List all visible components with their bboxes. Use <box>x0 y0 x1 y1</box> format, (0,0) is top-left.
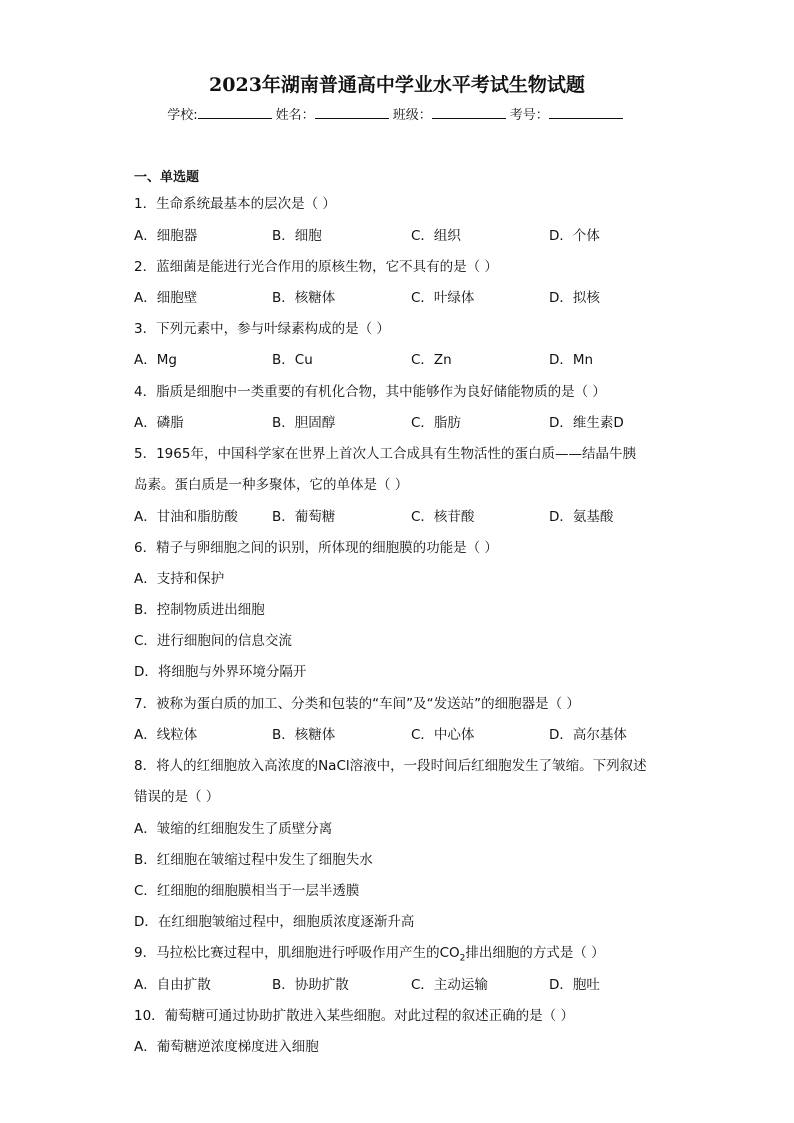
question-5-option-a: A．甘油和脂肪酸 <box>134 509 238 525</box>
question-2-stem: 2．蓝细菌是能进行光合作用的原核生物，它不具有的是（ ） <box>134 259 498 275</box>
question-3-option-d: D．Mn <box>549 352 594 368</box>
question-4-option-a: A．磷脂 <box>134 415 184 431</box>
question-1-option-a: A．细胞器 <box>134 228 198 244</box>
question-2-option-a: A．细胞壁 <box>134 290 198 306</box>
question-5-stem-line2: 岛素。蛋白质是一种多聚体，它的单体是（ ） <box>134 477 409 493</box>
question-10-stem: 10．葡萄糖可通过协助扩散进入某些细胞。对此过程的叙述正确的是（ ） <box>134 1008 574 1024</box>
question-5-stem-line1: 5．1965年，中国科学家在世界上首次人工合成具有生物活性的蛋白质——结晶牛胰 <box>134 446 636 462</box>
name-label: 姓名： <box>275 108 315 123</box>
question-6-option-a: A．支持和保护 <box>134 571 225 587</box>
question-8-option-d: D．在红细胞皱缩过程中，细胞质浓度逐渐升高 <box>134 914 415 930</box>
question-3-option-a: A．Mg <box>134 352 177 368</box>
name-blank[interactable] <box>315 106 389 119</box>
question-9-stem <box>134 941 605 964</box>
question-2-option-d: D．拟核 <box>549 290 600 306</box>
question-2-option-b: B．核糖体 <box>272 290 336 306</box>
question-4-option-d: D．维生素D <box>549 415 624 431</box>
school-label: 学校: <box>167 108 198 123</box>
question-8-option-a: A．皱缩的红细胞发生了质壁分离 <box>134 821 333 837</box>
question-8-stem-line1: 8．将人的红细胞放入高浓度的NaCl溶液中，一段时间后红细胞发生了皱缩。下列叙述 <box>134 758 647 774</box>
question-8-option-b: B．红细胞在皱缩过程中发生了细胞失水 <box>134 852 373 868</box>
section-heading: 一、单选题 <box>134 170 200 185</box>
question-1-option-b: B．细胞 <box>272 228 322 244</box>
question-6-option-b: B．控制物质进出细胞 <box>134 602 265 618</box>
question-7-option-c: C．中心体 <box>411 727 475 743</box>
question-7-option-d: D．高尔基体 <box>549 727 627 743</box>
question-9-option-d: D．胞吐 <box>549 977 600 993</box>
question-1-option-d: D．个体 <box>549 228 600 244</box>
class-label: 班级： <box>392 108 432 123</box>
exam-title: 2023年湖南普通高中学业水平考试生物试题 <box>209 74 585 96</box>
question-9-stem-sub: 2 <box>459 953 466 964</box>
question-9-option-a: A．自由扩散 <box>134 977 211 993</box>
question-5-option-c: C．核苷酸 <box>411 509 475 525</box>
question-4-stem: 4．脂质是细胞中一类重要的有机化合物，其中能够作为良好储能物质的是（ ） <box>134 384 606 400</box>
question-3-stem: 3．下列元素中，参与叶绿素构成的是（ ） <box>134 321 390 337</box>
student-info-line <box>0 104 794 123</box>
question-9-stem-post: 排出细胞的方式是（ ） <box>465 945 605 961</box>
school-blank[interactable] <box>198 106 272 119</box>
question-5-option-b: B．葡萄糖 <box>272 509 336 525</box>
question-9-option-c: C．主动运输 <box>411 977 488 993</box>
question-6-option-c: C．进行细胞间的信息交流 <box>134 633 292 649</box>
question-1-stem: 1．生命系统最基本的层次是（ ） <box>134 196 336 212</box>
question-3-option-b: B．Cu <box>272 352 313 368</box>
question-2-option-c: C．叶绿体 <box>411 290 475 306</box>
question-7-option-b: B．核糖体 <box>272 727 336 743</box>
number-blank[interactable] <box>549 106 623 119</box>
question-7-stem: 7．被称为蛋白质的加工、分类和包装的“车间”及“发送站”的细胞器是（ ） <box>134 696 580 712</box>
question-8-option-c: C．红细胞的细胞膜相当于一层半透膜 <box>134 883 360 899</box>
question-8-stem-line2: 错误的是（ ） <box>134 789 220 805</box>
question-9-option-b: B．协助扩散 <box>272 977 349 993</box>
question-5-option-d: D．氨基酸 <box>549 509 614 525</box>
question-6-option-d: D．将细胞与外界环境分隔开 <box>134 664 307 680</box>
question-7-option-a: A．线粒体 <box>134 727 198 743</box>
question-10-option-a: A．葡萄糖逆浓度梯度进入细胞 <box>134 1039 319 1055</box>
question-4-option-c: C．脂肪 <box>411 415 461 431</box>
question-1-option-c: C．组织 <box>411 228 461 244</box>
question-3-option-c: C．Zn <box>411 352 452 368</box>
question-4-option-b: B．胆固醇 <box>272 415 336 431</box>
question-9-stem-pre: 9．马拉松比赛过程中，肌细胞进行呼吸作用产生的CO <box>134 945 460 961</box>
number-label: 考号： <box>509 108 549 123</box>
question-6-stem: 6．精子与卵细胞之间的识别，所体现的细胞膜的功能是（ ） <box>134 540 498 556</box>
class-blank[interactable] <box>432 106 506 119</box>
